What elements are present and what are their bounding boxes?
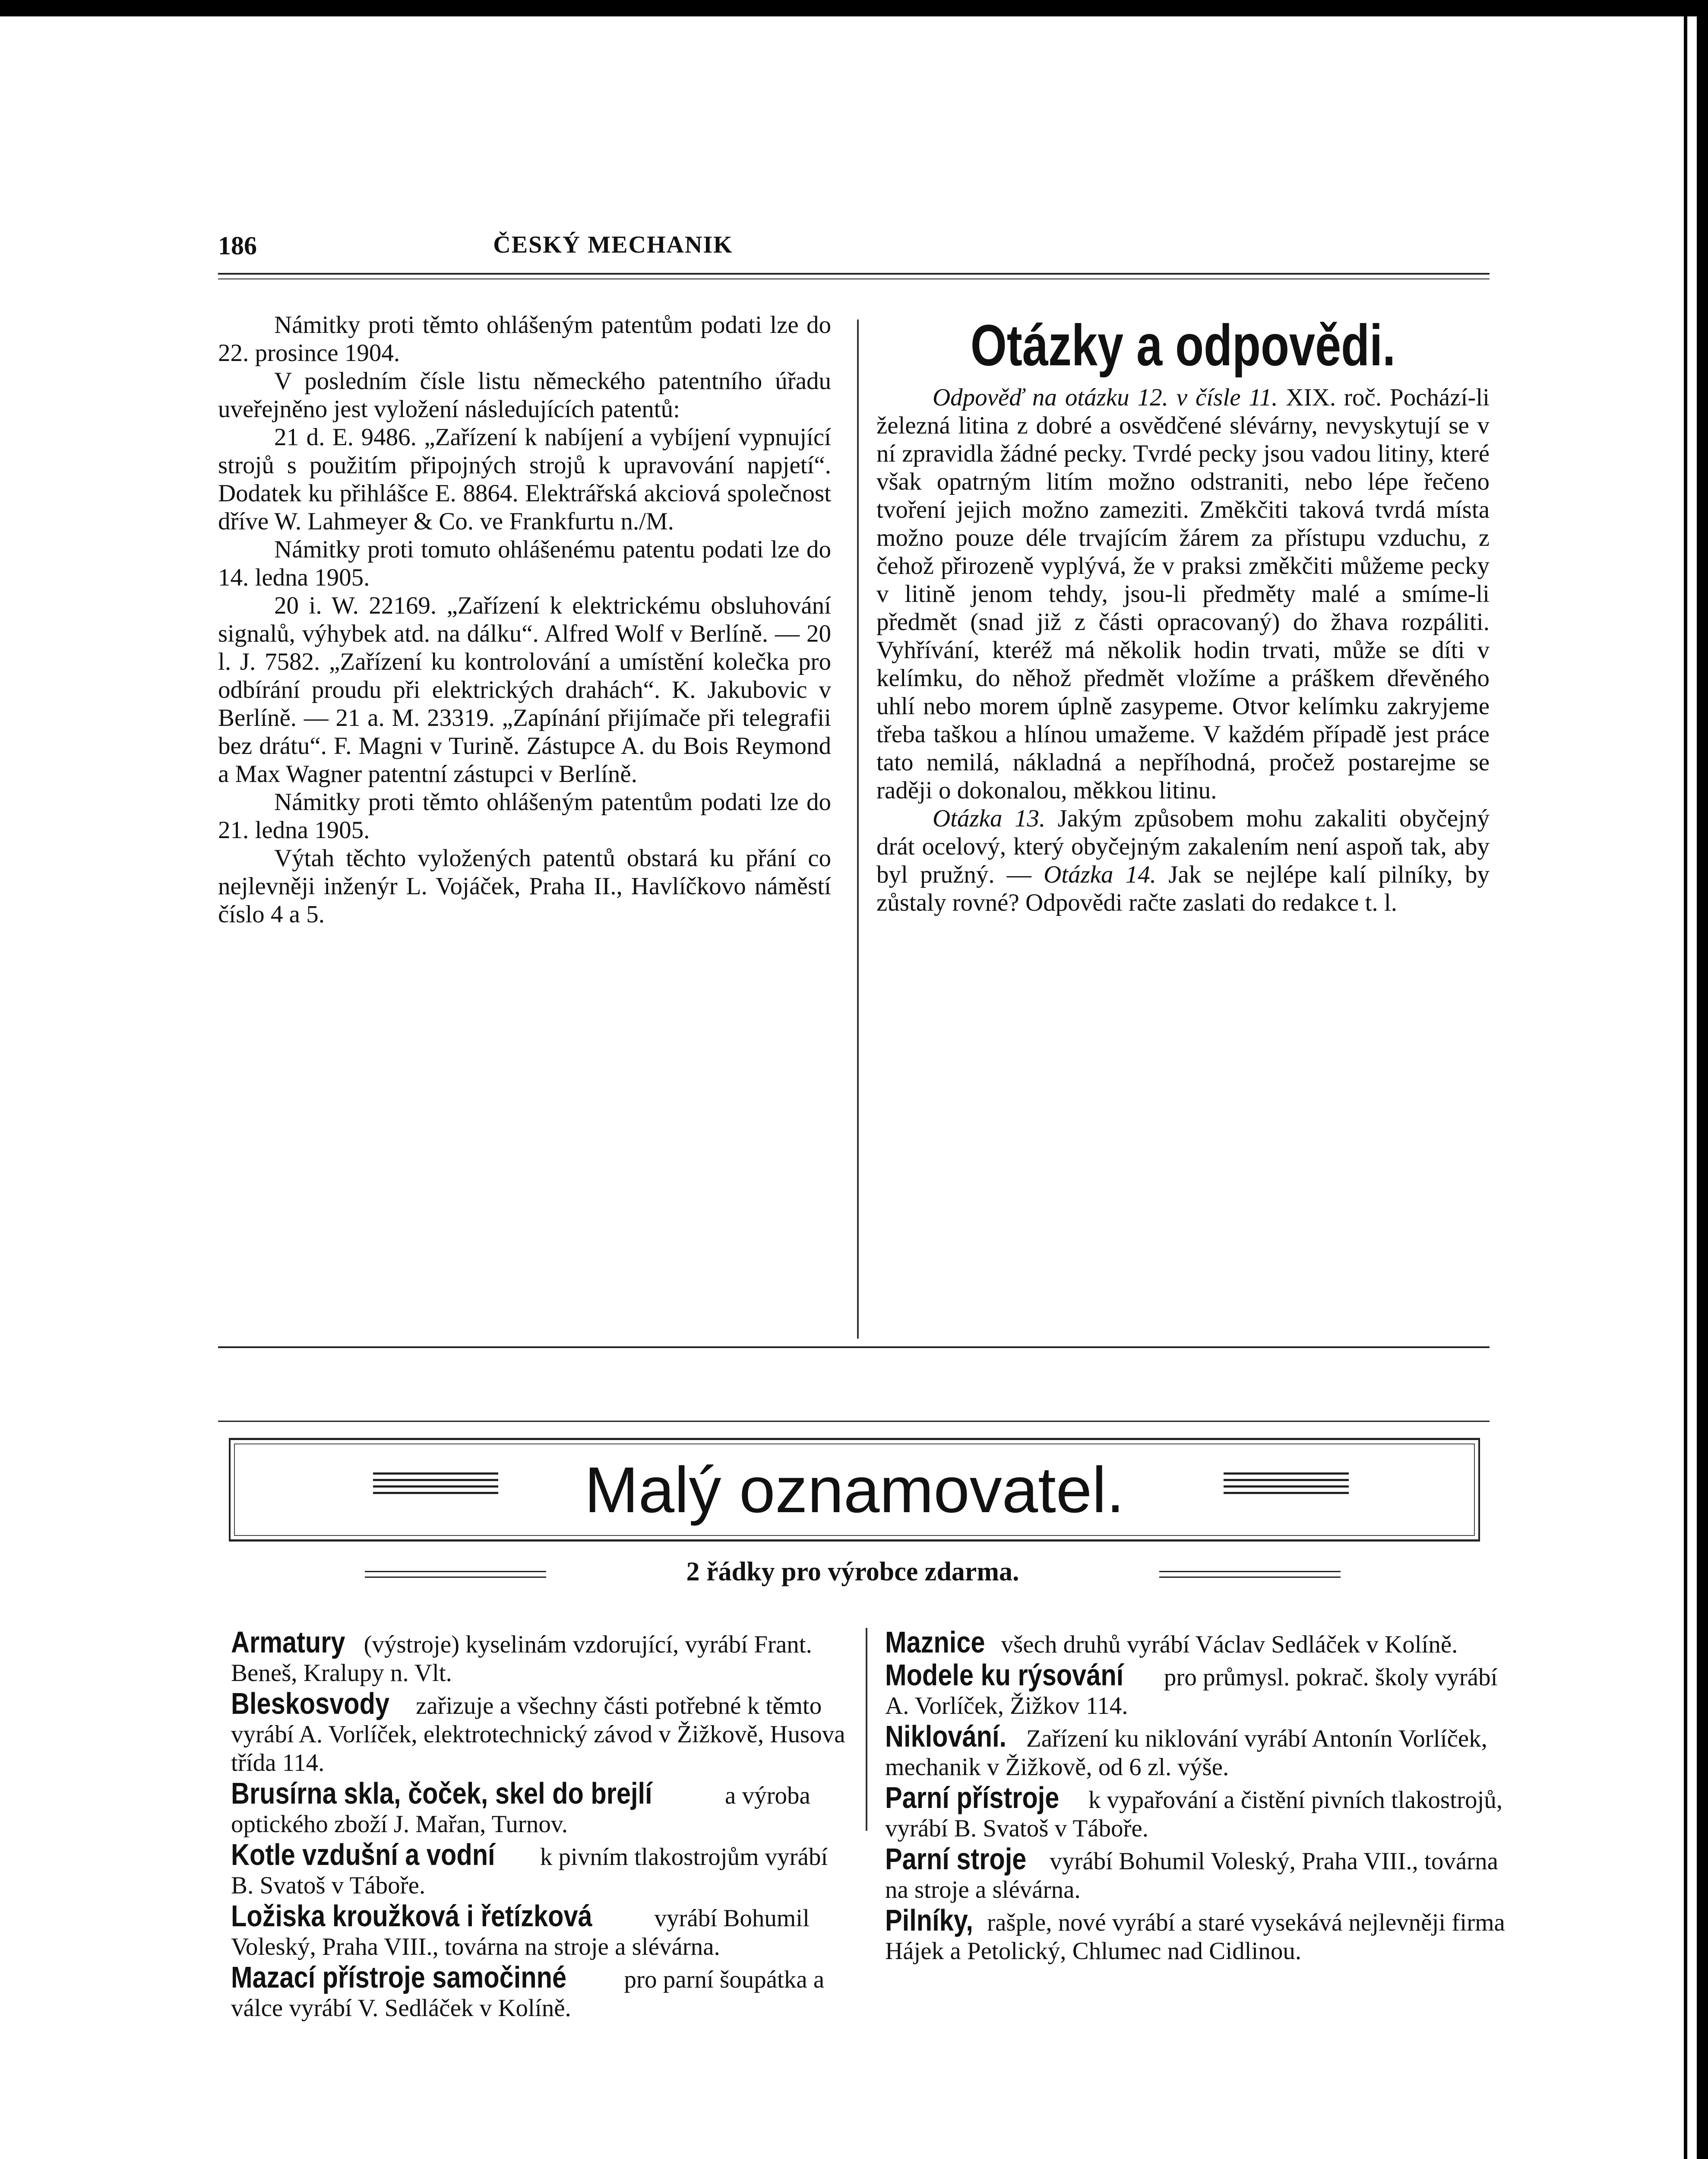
paragraph: Námitky proti těmto ohlášeným patentům podati lze do 22. prosince 1904. xyxy=(218,311,831,367)
ad-entry: Armatury (výstroje) kyselinám vzdorující, vyrábí Frant. Beneš, Kralupy n. Vlt. xyxy=(231,1625,812,1687)
ad-keyword: Mazací přístroje samočinné xyxy=(231,1960,567,1994)
ads-title-box xyxy=(229,1438,1480,1542)
paragraph: Námitky proti tomuto ohlášenému patentu podati lze do 14. ledna 1905. xyxy=(218,536,831,591)
question-text: Otázka 13. Jakým způsobem mohu zakaliti obyčejný drát ocelový, který obyčejným zakalením není aspoň tak, aby byl pružný. — Otázka 14. Jak se nejlépe kalí pilníky, by zůstaly rovné? Odpovědi račte zaslati do redakce t. l. xyxy=(876,805,1490,916)
column-divider xyxy=(857,320,859,1339)
ads-right-column xyxy=(885,1625,1507,1967)
ad-entry: Pilníky, rašple, nové vyrábí a staré vysekává nejlevněji firma Hájek a Petolický, Chlumec nad Cidlinou. xyxy=(885,1903,1505,1965)
decor-lines-right xyxy=(1224,1472,1349,1503)
section-heading: Otázky a odpovědi. xyxy=(970,313,1396,378)
ad-entry: Maznice všech druhů vyrábí Václav Sedláček v Kolíně. xyxy=(885,1625,1458,1659)
question-13-label: Otázka 13. xyxy=(933,805,1046,832)
ad-keyword: Bleskosvody xyxy=(231,1687,390,1720)
ad-entry: Bleskosvody zařizuje a všechny části potřebné k těmto vyrábí A. Vorlíček, elektrotechnický závod v Žižkově, Husova třída 114. xyxy=(231,1687,845,1776)
section-rule xyxy=(218,1346,1490,1348)
scan-border-right xyxy=(1697,0,1708,2159)
answer-title: Odpověď na otázku 12. v čísle 11. xyxy=(933,384,1278,411)
page-header xyxy=(218,231,1008,266)
ad-entry: Modele ku rýsování pro průmysl. pokrač. školy vyrábí A. Vorlíček, Žižkov 114. xyxy=(885,1658,1498,1719)
ad-keyword: Niklování. xyxy=(885,1719,1007,1753)
ad-keyword: Maznice xyxy=(885,1625,985,1659)
ads-subtitle: 2 řádky pro výrobce zdarma. xyxy=(686,1557,1019,1586)
subtitle-rule-right xyxy=(1159,1571,1341,1578)
paragraph: 20 i. W. 22169. „Zařízení k elektrickému obsluhování signalů, výhybek atd. na dálku“. Alfred Wolf v Berlíně. — 20 l. J. 7582. „Zařízení ku kontrolování a umístění kolečka pro odbírání proudu při elektrických drahách“. K. Jakubovic v Berlíně. — 21 a. M. 23319. „Zapínání přijímače při telegrafii bez drátu“. F. Magni v Turině. Zástupce A. du Bois Reymond a Max Wagner patentní zástupci v Berlíně. xyxy=(218,592,831,788)
ad-entry: Niklování. Zařízení ku niklování vyrábí Antonín Vorlíček, mechanik v Žižkově, od 6 zl. výše. xyxy=(885,1719,1487,1781)
paragraph: V posledním čísle listu německého patentního úřadu uveřejněno jest vyložení následujících patentů: xyxy=(218,367,831,423)
ad-entry: Brusírna skla, čoček, skel do brejlí a výroba optického zboží J. Mařan, Turnov. xyxy=(231,1776,810,1838)
scan-border-right-inner xyxy=(1684,0,1687,2159)
ad-keyword: Parní přístroje xyxy=(885,1781,1060,1814)
scan-border-top xyxy=(0,0,1708,16)
ads-subtitle-row xyxy=(218,1557,1487,1587)
ad-keyword: Pilníky, xyxy=(885,1903,973,1937)
ads-left-column xyxy=(231,1625,853,2024)
ad-keyword: Kotle vzdušní a vodní xyxy=(231,1838,495,1871)
right-column xyxy=(876,311,1490,917)
ad-entry: Ložiska kroužková i řetízková vyrábí Bohumil Voleský, Praha VIII., továrna na stroje a slévárna. xyxy=(231,1899,810,1960)
ad-entry: Kotle vzdušní a vodní k pivním tlakostrojům vyrábí B. Svatoš v Táboře. xyxy=(231,1838,828,1899)
paragraph: Výtah těchto vyložených patentů obstará ku přání co nejlevněji inženýr L. Vojáček, Praha II., Havlíčkovo náměstí číslo 4 a 5. xyxy=(218,845,831,928)
left-column xyxy=(218,311,831,928)
paragraph: 21 d. E. 9486. „Zařízení k nabíjení a vybíjení vypnující strojů s použitím připojných strojů k upravování napjetí“. Dodatek ku přihlášce E. 8864. Elektrářská akciová společnost dříve W. Lahmeyer & Co. ve Frankfurtu n./M. xyxy=(218,424,831,535)
running-title: ČESKÝ MECHANIK xyxy=(493,231,733,258)
header-rule xyxy=(218,273,1490,275)
ads-column-divider xyxy=(866,1628,867,1831)
ad-keyword: Armatury xyxy=(231,1625,345,1659)
ad-keyword: Parní stroje xyxy=(885,1842,1027,1876)
ad-keyword: Modele ku rýsování xyxy=(885,1658,1124,1692)
paragraph: Námitky proti těmto ohlášeným patentům podati lze do 21. ledna 1905. xyxy=(218,788,831,844)
answer-text: Odpověď na otázku 12. v čísle 11. XIX. roč. Pochází-li železná litina z dobré a osvědčené slévárny, nevyskytují se v ní zpravidla žádné pecky. Tvrdé pecky jsou vadou litiny, které však opatrným litím možno odstraniti, nebo lépe řečeno tvoření jejich možno zameziti. Změkčiti taková tvrdá místa možno pouze déle trvajícím žárem za přístupu vzduchu, z čehož přirozeně vyplývá, že v praksi změkčiti můžeme pecky v litině jenom tehdy, jsou-li předměty malé a smíme-li předmět (snad již z části opracovaný) do žhava rozpáliti. Vyhřívání, kteréž má několik hodin trvati, může se díti v kelímku, do něhož předmět vložíme a práškem dřevěného uhlí nebo morem úplně zasypeme. Otvor kelímku zakryjeme třeba taškou a hlínou umažeme. V každém případě jest práce tato nemilá, nákladná a nepříhodná, pročež postarejme se raději o dokonalou, měkkou litinu. xyxy=(876,384,1490,804)
question-14-label: Otázka 14. xyxy=(1044,861,1157,888)
subtitle-rule-left xyxy=(365,1571,546,1578)
ad-keyword: Ložiska kroužková i řetízková xyxy=(231,1899,592,1933)
ad-entry: Parní stroje vyrábí Bohumil Voleský, Praha VIII., továrna na stroje a slévárna. xyxy=(885,1842,1498,1903)
ad-keyword: Brusírna skla, čoček, skel do brejlí xyxy=(231,1776,652,1810)
ads-title: Malý oznamovatel. xyxy=(584,1453,1125,1526)
ad-entry: Parní přístroje k vypařování a čistění pivních tlakostrojů, vyrábí B. Svatoš v Táboře. xyxy=(885,1781,1503,1842)
page-number: 186 xyxy=(218,231,257,260)
section-rule-thin xyxy=(218,1421,1490,1422)
ad-entry: Mazací přístroje samočinné pro parní šoupátka a válce vyrábí V. Sedláček v Kolíně. xyxy=(231,1960,825,2022)
